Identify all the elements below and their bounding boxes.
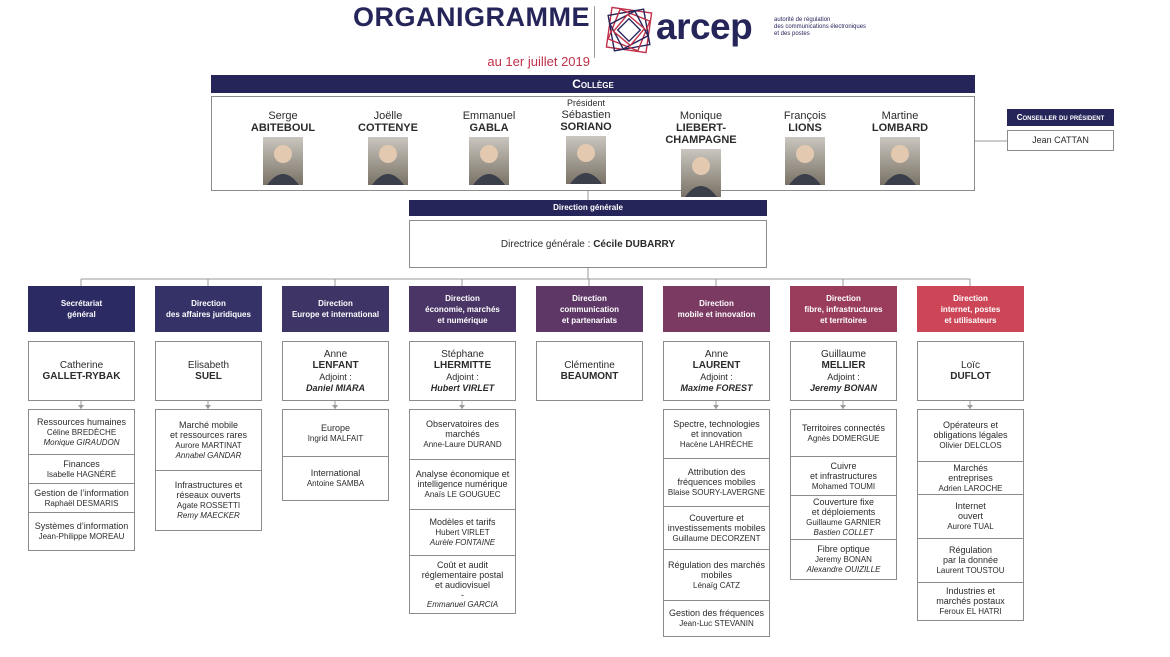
member-last-name: LIEBERT-CHAMPAGNE xyxy=(665,122,737,146)
service-label: Cuivre et infrastructures xyxy=(809,460,878,481)
service-head: Aurore MARTINAT xyxy=(175,440,242,450)
service-head: Hacène LAHRÈCHE xyxy=(679,439,754,449)
service-list xyxy=(28,409,135,551)
director-box[interactable] xyxy=(663,341,770,401)
logo-tagline xyxy=(774,17,894,38)
director-last-name: LHERMITTE xyxy=(433,359,492,371)
service-label: Analyse économique et intelligence numérique xyxy=(415,469,510,489)
service-head: Mohamed TOUMI xyxy=(811,481,876,491)
college-member[interactable] xyxy=(646,110,756,197)
service-deputy: Remy MAECKER xyxy=(177,511,240,520)
service-list xyxy=(409,409,516,614)
member-last-name: SORIANO xyxy=(560,121,612,133)
service-label: Régulation des marchés mobiles xyxy=(667,559,766,580)
conseiller-title: Conseiller du président xyxy=(1007,109,1114,126)
service-label: Territoires connectés xyxy=(801,422,886,433)
service-label: Systèmes d’information xyxy=(34,521,129,531)
service-label: Opérateurs et obligations légales xyxy=(933,420,1008,440)
direction-header[interactable]: Direction économie, marchés et numérique xyxy=(409,286,516,332)
director-box[interactable] xyxy=(536,341,643,401)
director-first-name: Loïc xyxy=(961,360,980,371)
service-unit[interactable] xyxy=(410,410,515,459)
service-head: Guillaume GARNIER xyxy=(806,518,881,527)
member-last-name: ABITEBOUL xyxy=(250,122,316,134)
service-list xyxy=(917,409,1024,621)
college-member[interactable] xyxy=(750,110,860,185)
director-first-name: Elisabeth xyxy=(187,360,230,371)
college-member[interactable] xyxy=(333,110,443,185)
director-last-name: GALLET-RYBAK xyxy=(42,371,121,382)
logo-tagline-line: autorité de régulation xyxy=(774,17,831,23)
director-last-name: BEAUMONT xyxy=(560,371,619,382)
service-head: Jean-Philippe MOREAU xyxy=(38,532,125,541)
service-label: Marchés entreprises xyxy=(948,462,993,483)
service-head: Lénaïg CATZ xyxy=(693,580,740,590)
logo-tagline-line: des communications électroniques xyxy=(774,24,867,30)
member-photo-avatar xyxy=(880,137,920,185)
service-label: Observatoires des marchés xyxy=(425,419,500,439)
service-label: Internet ouvert xyxy=(955,501,986,521)
service-head: Agnès DOMERGUE xyxy=(807,433,880,443)
service-label: Gestion des fréquences xyxy=(668,608,765,618)
adjoint-label: Adjoint : xyxy=(827,371,860,382)
member-photo-avatar xyxy=(263,137,303,185)
service-deputy: Aurèle FONTAINE xyxy=(429,538,496,547)
member-first-name: Joëlle xyxy=(373,110,403,122)
director-box[interactable] xyxy=(917,341,1024,401)
service-unit[interactable] xyxy=(664,506,769,549)
adjoint-name: Daniel MIARA xyxy=(305,382,365,393)
college-title: Collège xyxy=(211,75,975,93)
service-label: Marché mobile et ressources rares xyxy=(169,419,248,440)
member-photo-avatar xyxy=(681,149,721,197)
adjoint-name: Hubert VIRLET xyxy=(430,382,495,393)
service-head: Antoine SAMBA xyxy=(306,479,365,488)
service-unit[interactable] xyxy=(791,456,896,495)
person-portrait-icon xyxy=(566,136,606,184)
service-unit[interactable] xyxy=(918,494,1023,538)
member-photo-avatar xyxy=(368,137,408,185)
college-member[interactable] xyxy=(434,110,544,185)
service-label: Attribution des fréquences mobiles xyxy=(677,467,756,487)
service-head: Laurent TOUSTOU xyxy=(936,566,1005,575)
service-unit[interactable] xyxy=(29,454,134,483)
director-last-name: MELLIER xyxy=(821,359,866,371)
adjoint-label: Adjoint : xyxy=(446,371,479,382)
service-head: Adrien LAROCHE xyxy=(938,483,1003,493)
service-unit[interactable] xyxy=(791,410,896,456)
member-first-name: Sébastien xyxy=(561,109,611,121)
service-label: Infrastructures et réseaux ouverts xyxy=(174,480,243,500)
service-list xyxy=(790,409,897,580)
service-label: Régulation par la donnée xyxy=(942,545,999,565)
member-last-name: LOMBARD xyxy=(871,122,929,134)
direction-header[interactable]: Direction communication et partenariats xyxy=(536,286,643,332)
service-deputy: Emmanuel GARCIA xyxy=(426,599,499,609)
conseiller-name: Jean CATTAN xyxy=(1007,130,1114,151)
director-last-name: SUEL xyxy=(195,371,222,382)
service-list xyxy=(155,409,262,531)
dg-label: Directrice générale : xyxy=(500,239,594,250)
member-last-name: LIONS xyxy=(788,122,822,134)
service-head: Hubert VIRLET xyxy=(435,528,490,537)
adjoint-name: Jeremy BONAN xyxy=(809,382,878,393)
direction-header[interactable]: Direction mobile et innovation xyxy=(663,286,770,332)
director-first-name: Clémentine xyxy=(564,360,615,371)
member-role: Président xyxy=(566,98,606,108)
college-member[interactable] xyxy=(845,110,955,185)
service-label: Coût et audit réglementaire postal et audiovisuel - xyxy=(421,559,504,600)
direction-header[interactable]: Direction fibre, infrastructures et territoires xyxy=(790,286,897,332)
service-deputy: Alexandre OUIZILLE xyxy=(806,565,881,574)
member-last-name: COTTENYE xyxy=(358,122,418,134)
direction-header[interactable]: Direction internet, postes et utilisateurs xyxy=(917,286,1024,332)
service-head: Isabelle HAGNÉRÉ xyxy=(46,469,117,479)
member-last-name: GABLA xyxy=(469,122,509,134)
service-unit[interactable] xyxy=(283,410,388,456)
director-last-name: LENFANT xyxy=(312,359,359,371)
direction-header[interactable]: Secrétariat général xyxy=(28,286,135,332)
service-deputy: Annabel GANDAR xyxy=(175,450,242,460)
college-member[interactable] xyxy=(531,98,641,184)
director-last-name: DUFLOT xyxy=(950,371,991,382)
person-portrait-icon xyxy=(263,137,303,185)
service-unit[interactable] xyxy=(664,458,769,506)
director-first-name: Catherine xyxy=(59,360,104,371)
service-head: Jeremy BONAN xyxy=(815,555,872,564)
header-divider xyxy=(594,6,595,58)
member-first-name: Monique xyxy=(679,110,723,122)
person-portrait-icon xyxy=(681,149,721,197)
service-label: Fibre optique xyxy=(817,544,870,554)
service-unit[interactable] xyxy=(283,456,388,500)
service-head: Anaïs LE GOUGUEC xyxy=(424,490,501,499)
member-first-name: François xyxy=(783,110,827,122)
service-unit[interactable] xyxy=(664,600,769,636)
service-unit[interactable] xyxy=(29,512,134,550)
service-unit[interactable] xyxy=(156,410,261,470)
page-date: au 1er juillet 2019 xyxy=(487,54,590,69)
service-unit[interactable] xyxy=(791,495,896,539)
direction-header[interactable]: Direction des affaires juridiques xyxy=(155,286,262,332)
service-head: Feroux EL HATRI xyxy=(939,607,1002,616)
director-box[interactable] xyxy=(28,341,135,401)
service-head: Guillaume DECORZENT xyxy=(672,533,761,543)
member-first-name: Serge xyxy=(268,110,298,122)
person-portrait-icon xyxy=(469,137,509,185)
service-unit[interactable] xyxy=(410,509,515,555)
service-label: Industries et marchés postaux xyxy=(936,586,1005,606)
service-head: Jean-Luc STEVANIN xyxy=(679,619,754,628)
direction-header[interactable]: Direction Europe et international xyxy=(282,286,389,332)
service-head: Aurore TUAL xyxy=(947,522,994,531)
service-unit[interactable] xyxy=(29,483,134,512)
service-unit[interactable] xyxy=(410,555,515,613)
service-unit[interactable] xyxy=(664,410,769,458)
service-head: Anne-Laure DURAND xyxy=(423,440,502,449)
dg-title: Direction générale xyxy=(409,200,767,216)
director-first-name: Anne xyxy=(323,348,348,360)
person-portrait-icon xyxy=(785,137,825,185)
adjoint-label: Adjoint : xyxy=(700,371,733,382)
service-label: Gestion de l’information xyxy=(34,487,129,498)
service-list xyxy=(282,409,389,501)
member-photo-avatar xyxy=(566,136,606,184)
service-head: Céline BREDÈCHE xyxy=(46,427,117,437)
adjoint-label: Adjoint : xyxy=(319,371,352,382)
service-label: Europe xyxy=(320,422,351,433)
service-head: Raphaël DESMARIS xyxy=(44,498,119,508)
director-first-name: Anne xyxy=(704,348,729,360)
service-deputy: Bastien COLLET xyxy=(813,528,874,537)
person-portrait-icon xyxy=(368,137,408,185)
service-unit[interactable] xyxy=(918,461,1023,494)
director-box[interactable] xyxy=(790,341,897,401)
member-first-name: Martine xyxy=(881,110,919,122)
service-label: Spectre, technologies et innovation xyxy=(673,418,760,439)
service-unit[interactable] xyxy=(918,410,1023,461)
arcep-logo-icon xyxy=(601,2,657,58)
director-box[interactable] xyxy=(282,341,389,401)
member-photo-avatar xyxy=(469,137,509,185)
director-box[interactable] xyxy=(409,341,516,401)
service-head: Ingrid MALFAIT xyxy=(307,433,364,443)
service-unit[interactable] xyxy=(29,410,134,454)
service-label: Couverture fixe et déploiements xyxy=(811,497,876,517)
college-member[interactable] xyxy=(228,110,338,185)
service-label: Finances xyxy=(63,458,100,469)
service-unit[interactable] xyxy=(918,582,1023,620)
service-unit[interactable] xyxy=(664,549,769,600)
logo-wordmark: arcep xyxy=(656,6,753,47)
dg-box xyxy=(409,220,767,268)
director-first-name: Guillaume xyxy=(820,348,867,360)
service-deputy: Monique GIRAUDON xyxy=(43,437,120,447)
service-unit[interactable] xyxy=(156,470,261,530)
member-photo-avatar xyxy=(785,137,825,185)
service-unit[interactable] xyxy=(791,539,896,579)
member-first-name: Emmanuel xyxy=(462,110,516,122)
service-head: Blaise SOURY-LAVERGNE xyxy=(667,488,766,497)
service-label: International xyxy=(310,468,361,478)
service-list xyxy=(663,409,770,637)
service-label: Ressources humaines xyxy=(36,416,127,427)
service-label: Modèles et tarifs xyxy=(429,517,496,527)
service-unit[interactable] xyxy=(410,459,515,509)
service-head: Olivier DELCLOS xyxy=(939,441,1002,450)
page-title: ORGANIGRAMME xyxy=(353,2,590,32)
person-portrait-icon xyxy=(880,137,920,185)
service-head: Agate ROSSETTI xyxy=(176,501,241,510)
service-unit[interactable] xyxy=(918,538,1023,582)
adjoint-name: Maxime FOREST xyxy=(680,382,753,393)
director-last-name: LAURENT xyxy=(692,359,741,371)
dg-name: Cécile DUBARRY xyxy=(593,239,676,250)
logo-tagline-line: et des postes xyxy=(774,31,810,37)
service-label: Couverture et investissements mobiles xyxy=(667,512,766,533)
director-box[interactable] xyxy=(155,341,262,401)
director-first-name: Stéphane xyxy=(441,348,484,360)
